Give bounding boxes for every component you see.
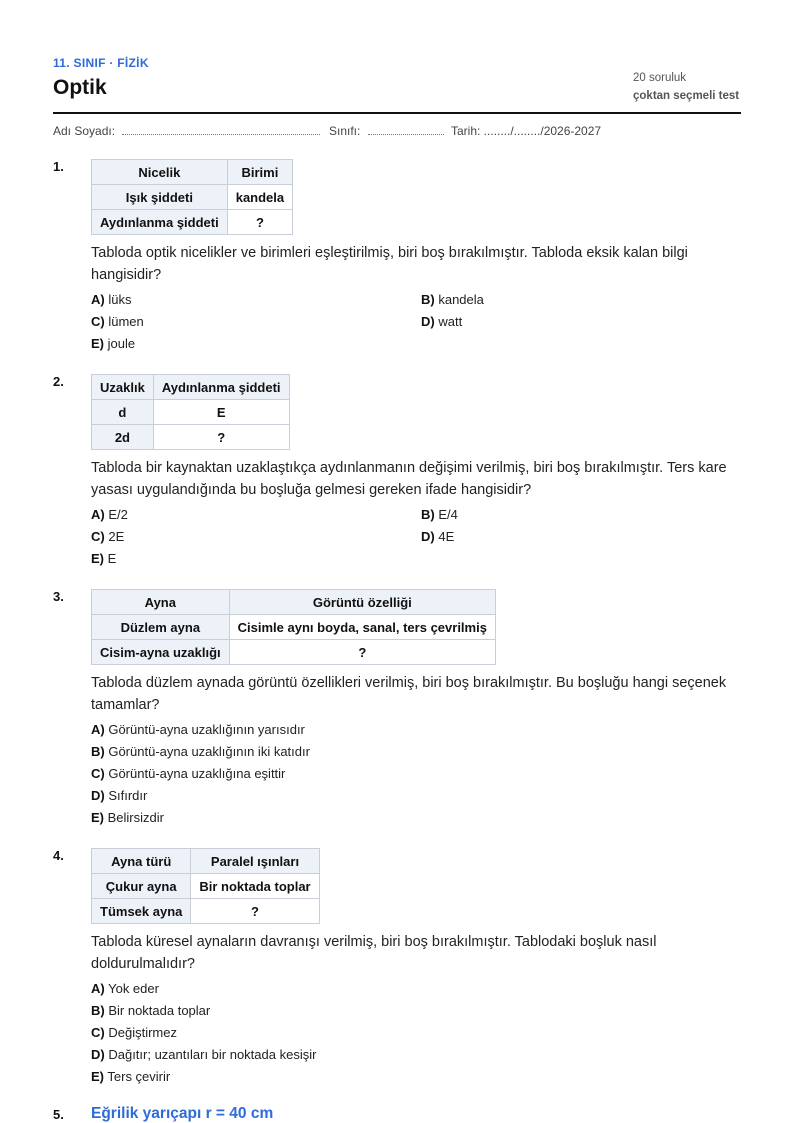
option-d[interactable] — [421, 526, 454, 548]
option-text: 4E — [438, 529, 455, 544]
class-label: Sınıfı: — [329, 124, 361, 138]
worksheet-header — [53, 54, 741, 114]
question-number: 3. — [53, 589, 64, 604]
option-letter: D) — [421, 314, 435, 329]
option-text: kandela — [438, 292, 484, 307]
student-info-row — [53, 124, 741, 140]
table-cell: ? — [227, 210, 292, 235]
option-text: Değiştirmez — [108, 1025, 177, 1040]
question-count: 20 soruluk — [633, 72, 687, 84]
option-text: joule — [107, 336, 136, 351]
option-b[interactable] — [421, 289, 484, 311]
table-cell: E — [153, 400, 289, 425]
question-stem: Tabloda optik nicelikler ve birimleri eşleştirilmiş, biri boş bırakılmıştır. Tabloda eksik kalan bilgi hangisidir? — [91, 245, 688, 283]
option-letter: B) — [91, 1003, 105, 1018]
option-letter: C) — [91, 766, 105, 781]
subject-label: 11. SINIF · FİZİK — [53, 56, 149, 70]
option-d[interactable] — [91, 1044, 741, 1066]
option-a[interactable] — [91, 978, 741, 1000]
option-a[interactable] — [91, 504, 128, 526]
answer-options — [91, 719, 741, 829]
option-text: lüks — [108, 292, 132, 307]
option-letter: E) — [91, 1069, 104, 1084]
option-letter: E) — [91, 551, 104, 566]
option-letter: A) — [91, 981, 105, 996]
table-cell: ? — [229, 640, 495, 665]
option-letter: C) — [91, 529, 105, 544]
table-cell: kandela — [227, 185, 292, 210]
table-row-label: Düzlem ayna — [92, 615, 230, 640]
option-text: E/2 — [108, 507, 128, 522]
option-letter: C) — [91, 1025, 105, 1040]
option-text: Görüntü-ayna uzaklığının yarısıdır — [108, 722, 305, 737]
option-e[interactable] — [91, 333, 135, 355]
option-letter: E) — [91, 336, 104, 351]
data-table — [91, 848, 320, 924]
data-table — [91, 589, 496, 665]
option-c[interactable] — [91, 1022, 741, 1044]
table-header-cell: Uzaklık — [92, 375, 154, 400]
option-b[interactable] — [91, 1000, 741, 1022]
question-number: 4. — [53, 848, 64, 863]
option-letter: D) — [91, 788, 105, 803]
option-e[interactable] — [91, 807, 741, 829]
date-field: Tarih: ......../......../2026-2027 — [451, 124, 602, 138]
table-row-label: Tümsek ayna — [92, 899, 191, 924]
answer-options — [91, 978, 741, 1088]
option-letter: B) — [421, 292, 435, 307]
option-b[interactable] — [421, 504, 458, 526]
option-text: E — [107, 551, 117, 566]
option-letter: A) — [91, 722, 105, 737]
table-header-cell: Ayna türü — [92, 849, 191, 874]
option-text: Bir noktada toplar — [108, 1003, 211, 1018]
option-letter: B) — [91, 744, 105, 759]
page-title: Optik — [53, 76, 107, 99]
data-table — [91, 374, 290, 450]
option-d[interactable] — [91, 785, 741, 807]
option-text: Sıfırdır — [108, 788, 148, 803]
option-c[interactable] — [91, 526, 124, 548]
name-field — [53, 124, 320, 138]
table-row-label: Işık şiddeti — [92, 185, 228, 210]
option-b[interactable] — [91, 741, 741, 763]
option-text: Belirsizdir — [107, 810, 164, 825]
name-blank — [122, 124, 320, 135]
question-number: 5. — [53, 1107, 64, 1122]
option-text: Dağıtır; uzantıları bir noktada kesişir — [108, 1047, 317, 1062]
option-text: watt — [438, 314, 463, 329]
question-stem: Tabloda küresel aynaların davranışı verilmiş, biri boş bırakılmıştır. Tablodaki boşluk nasıl doldurulmalıdır? — [91, 934, 657, 972]
option-e[interactable] — [91, 1066, 741, 1088]
option-text: Görüntü-ayna uzaklığının iki katıdır — [108, 744, 310, 759]
option-a[interactable] — [91, 289, 131, 311]
table-cell: ? — [191, 899, 319, 924]
option-text: E/4 — [438, 507, 458, 522]
table-row-label: Aydınlanma şiddeti — [92, 210, 228, 235]
question-stem: Tabloda düzlem aynada görüntü özellikleri verilmiş, biri boş bırakılmıştır. Bu boşluğu hangi seçenek tamamlar? — [91, 675, 727, 713]
option-text: lümen — [108, 314, 144, 329]
class-blank — [368, 124, 444, 135]
table-cell: Bir noktada toplar — [191, 874, 319, 899]
table-header-cell: Birimi — [227, 160, 292, 185]
name-label: Adı Soyadı: — [53, 124, 116, 138]
data-table — [91, 159, 293, 235]
table-header-cell: Aydınlanma şiddeti — [153, 375, 289, 400]
table-row-label: Cisim-ayna uzaklığı — [92, 640, 230, 665]
option-a[interactable] — [91, 719, 741, 741]
table-cell: ? — [153, 425, 289, 450]
table-cell: Cisimle aynı boyda, sanal, ters çevrilmiş — [229, 615, 495, 640]
option-text: 2E — [108, 529, 125, 544]
answer-options — [91, 289, 741, 355]
option-letter: E) — [91, 810, 104, 825]
option-letter: A) — [91, 507, 105, 522]
question-stem: Tabloda bir kaynaktan uzaklaştıkça aydınlanmanın değişimi verilmiş, biri boş bırakılmıştır. Ters kare yasası uygulandığında bu boşluğa gelmesi gereken ifade hangisidir? — [91, 460, 727, 498]
class-field — [329, 124, 444, 138]
table-row-label: 2d — [92, 425, 154, 450]
answer-options — [91, 504, 741, 570]
option-letter: D) — [91, 1047, 105, 1062]
table-header-cell: Nicelik — [92, 160, 228, 185]
option-d[interactable] — [421, 311, 462, 333]
question-title: Eğrilik yarıçapı r = 40 cm — [91, 1105, 274, 1122]
table-header-cell: Görüntü özelliği — [229, 590, 495, 615]
table-row-label: Çukur ayna — [92, 874, 191, 899]
question-number: 2. — [53, 374, 64, 389]
option-letter: B) — [421, 507, 435, 522]
option-e[interactable] — [91, 548, 116, 570]
option-text: Yok eder — [108, 981, 159, 996]
test-type: çoktan seçmeli test — [633, 90, 740, 102]
table-header-cell: Paralel ışınları — [191, 849, 319, 874]
option-letter: A) — [91, 292, 105, 307]
option-c[interactable] — [91, 763, 741, 785]
option-text: Görüntü-ayna uzaklığına eşittir — [108, 766, 286, 781]
table-header-cell: Ayna — [92, 590, 230, 615]
option-c[interactable] — [91, 311, 144, 333]
question-number: 1. — [53, 159, 64, 174]
option-letter: C) — [91, 314, 105, 329]
option-text: Ters çevirir — [107, 1069, 171, 1084]
table-row-label: d — [92, 400, 154, 425]
option-letter: D) — [421, 529, 435, 544]
